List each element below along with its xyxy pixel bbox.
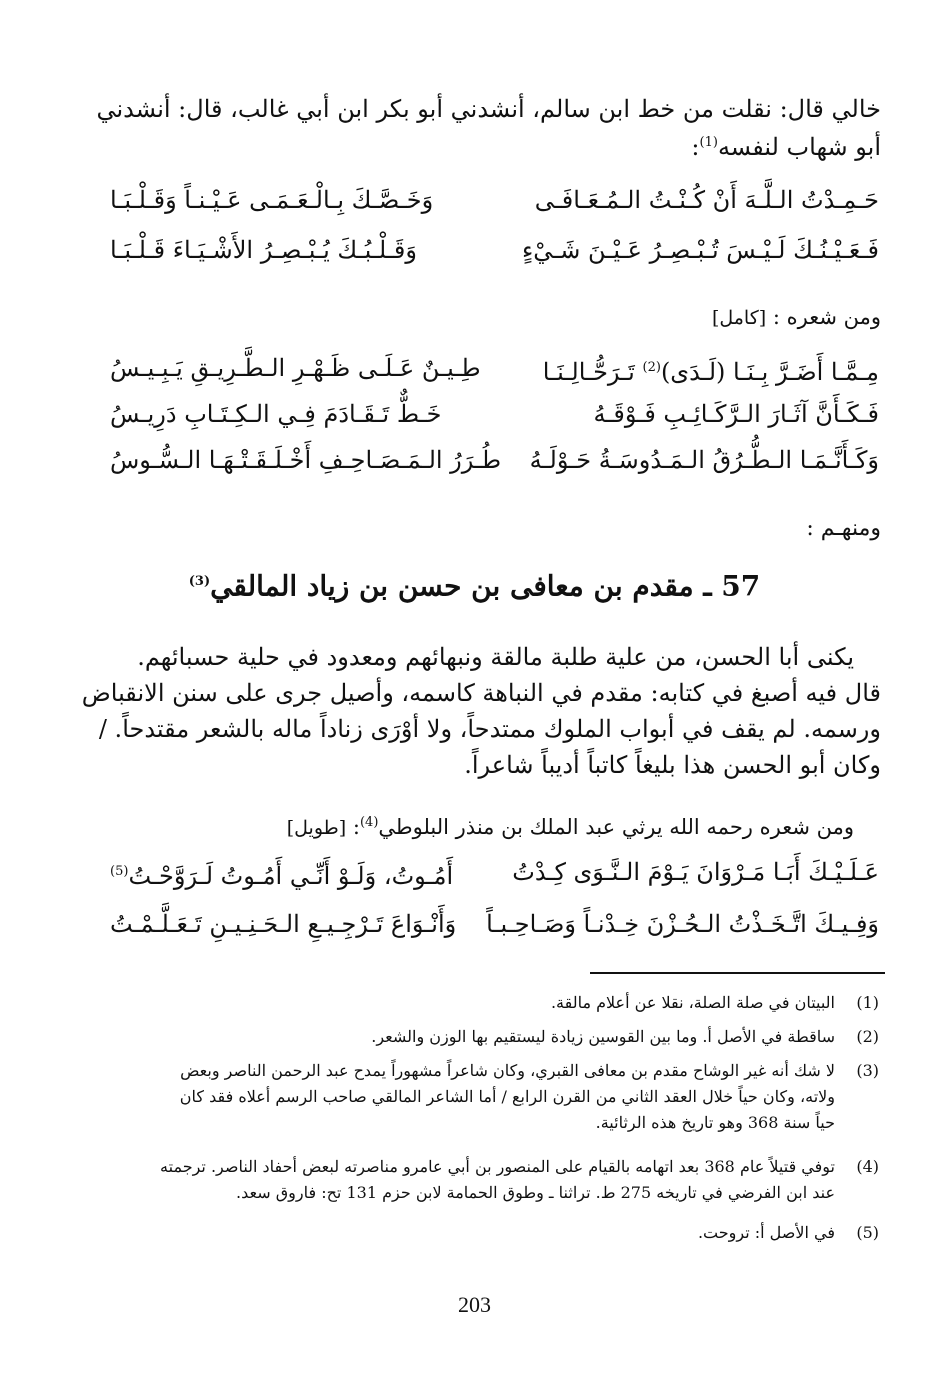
- entry-para-line-2: قال فيه أصبغ في كتابه: مقدم في النباهة كاسمه، وأصيل جرى على سنن الانقباض: [81, 679, 881, 707]
- poem2-verse-1-left: طِـيـنٌ عَـلَـى ظَـهْـرِ الـطَّـرِيـقِ يَـبِـيـسُ: [110, 354, 481, 382]
- intro-line-1: خالي قال: نقلت من خط ابن سالم، أنشدني أبو بكر ابن أبي غالب، قال: أنشدني: [96, 95, 881, 123]
- intro-line-2: أبو شهاب لنفسه$^{(1)}$:: [691, 133, 881, 161]
- entry-title: 57 ـ مقدم بن معافى بن حسن بن زياد المالقي$^{(3)}$: [188, 569, 761, 603]
- poem3-verse-2-left: وَأَنْـوَاعَ تَـرْجِـيـعِ الـحَـنِـيـنِ تَـعَـلَّـمْـتُ: [110, 910, 457, 938]
- footnote-ref-3[interactable]: (3): [188, 574, 211, 589]
- footnote-number: (4): [856, 1157, 879, 1176]
- poem1-verse-2-right: فَـعَـيْـنُـكَ لَـيْـسَ تُـبْـصِـرُ عَـيْـنَ شَـيْءٍ: [521, 236, 879, 264]
- poem3-intro: ومن شعره رحمه الله يرثي عبد الملك بن منذر البلوطي$^{(4)}$: [طويل]: [286, 815, 854, 839]
- footnote-text: توفي قتيلاً عام 368 بعد اتهامه بالقيام على المنصور بن أبي عامرو مناصرته لبعض أحفاد الناصر. ترجمته: [160, 1157, 835, 1176]
- minhum-label: ومنهـم :: [806, 516, 881, 541]
- footnote-4: [149, 1154, 879, 1206]
- footnote-3: [149, 1058, 879, 1136]
- footnote-text: لا شك أنه غير الوشاح مقدم بن معافى القبري، وكان شاعراً مشهوراً يمدح عبد الرحمن الناصر وبعض: [180, 1061, 835, 1080]
- meter-label: [طويل]: [286, 817, 347, 839]
- footnote-ref-4[interactable]: (4): [359, 815, 379, 830]
- footnote-text: عند ابن الفرضي في تاريخه 275 ط. تراثنا ـ وطوق الحمامة لابن حزم 131 تح: فاروق سعد.: [236, 1183, 835, 1202]
- poem2-verse-3-right: وَكَـأَنَّـمَـا الـطُّـرُقُ الـمَـدُوسَـةُ حَـوْلَـهُ: [529, 446, 879, 474]
- footnote-1: [149, 990, 879, 1016]
- meter-label: [كامل]: [711, 307, 767, 329]
- footnote-text: حياً سنة 368 وهو تاريخ هذه الرثائية.: [595, 1113, 835, 1132]
- poem3-verse-1-left: أَمُـوتُ، وَلَـوْ أَنِّـي أَمُـوتُ لَـرَوَّحْـتُ$^{(5)}$: [110, 862, 454, 890]
- footnote-number: (2): [856, 1027, 879, 1046]
- footnote-number: (3): [856, 1061, 879, 1080]
- poem2-intro: ومن شعره : [كامل]: [711, 305, 881, 329]
- footnote-ref-2[interactable]: (2): [642, 360, 661, 375]
- footnote-text: في الأصل أ: تروحت.: [697, 1223, 835, 1242]
- footnote-text: ولاته، وكان حياً خلال العقد الثاني من القرن الرابع / أما الشاعر المالقي صاحب الرسم أعلاه فقد كان: [179, 1087, 835, 1106]
- poem3-verse-2-right: وَفِـيـكَ اتَّـخَـذْتُ الـحُـزْنَ خِـدْنـاً وَصَـاحِـبـاً: [486, 910, 879, 938]
- poem2-verse-2-right: فَـكَـأَنَّ آثَـارَ الـرَّكَـائِـبِ فَـوْقَـهُ: [593, 400, 879, 428]
- poem2-verse-1-right: مِـمَّـا أَضَـرَّ بِـنَـا (لَـدَى)$^{(2)}$ تَـرَحُّـالِـنَـا: [542, 358, 879, 386]
- footnote-5: [149, 1220, 879, 1246]
- poem1-verse-1-left: وَخَـصَّـكَ بِـالْـعَـمَـى عَـيْـنـاً وَقَـلْـبَـا: [110, 186, 434, 214]
- footnote-separator: [590, 972, 885, 974]
- poem1-verse-2-left: وَقَـلْـبُـكَ يُـبْـصِـرُ الأَشْـيَـاءَ قَـلْـبَـا: [110, 236, 417, 264]
- footnote-2: [149, 1024, 879, 1050]
- footnote-number: (5): [856, 1223, 879, 1242]
- poem2-verse-2-left: خَـطٌّ تَـقَـادَمَ فِـي الـكِـتَـابِ دَرِيـسُ: [110, 400, 442, 428]
- footnote-number: (1): [856, 993, 879, 1012]
- page-number: 203: [458, 1292, 491, 1317]
- entry-para-line-4: وكان أبو الحسن هذا بليغاً كاتباً أديباً شاعراً.: [464, 751, 881, 779]
- poem3-verse-1-right: عَـلَـيْـكَ أَبَـا مَـرْوَانَ يَـوْمَ الـنَّـوَى كِـدْتُ: [512, 858, 879, 886]
- poem2-verse-3-left: طُـرَرُ الـمَـصَـاحِـفِ أَخْـلَـقَـتْـهَـا الـسُّـوسُ: [110, 446, 502, 474]
- entry-para-line-3: ورسمه. لم يقف في أبواب الملوك ممتدحاً، ولا أوْرَى زناداً ماله بالشعر مقتدحاً. /: [98, 715, 881, 743]
- footnote-text: البيتان في صلة الصلة، نقلا عن أعلام مالقة.: [550, 993, 835, 1012]
- poem1-verse-1-right: حَـمِـدْتُ الـلَّـهَ أَنْ كُـنْـتُ الـمُـعَـافَـى: [534, 186, 879, 214]
- entry-para-line-1: يكنى أبا الحسن، من علية طلبة مالقة ونبهائهم ومعدود في حلية حسبائهم.: [137, 643, 854, 671]
- footnote-ref-5[interactable]: (5): [110, 864, 129, 879]
- footnote-text: ساقطة في الأصل أ. وما بين القوسين زيادة ليستقيم بها الوزن والشعر.: [371, 1027, 835, 1046]
- footnote-ref-1[interactable]: (1): [699, 135, 718, 150]
